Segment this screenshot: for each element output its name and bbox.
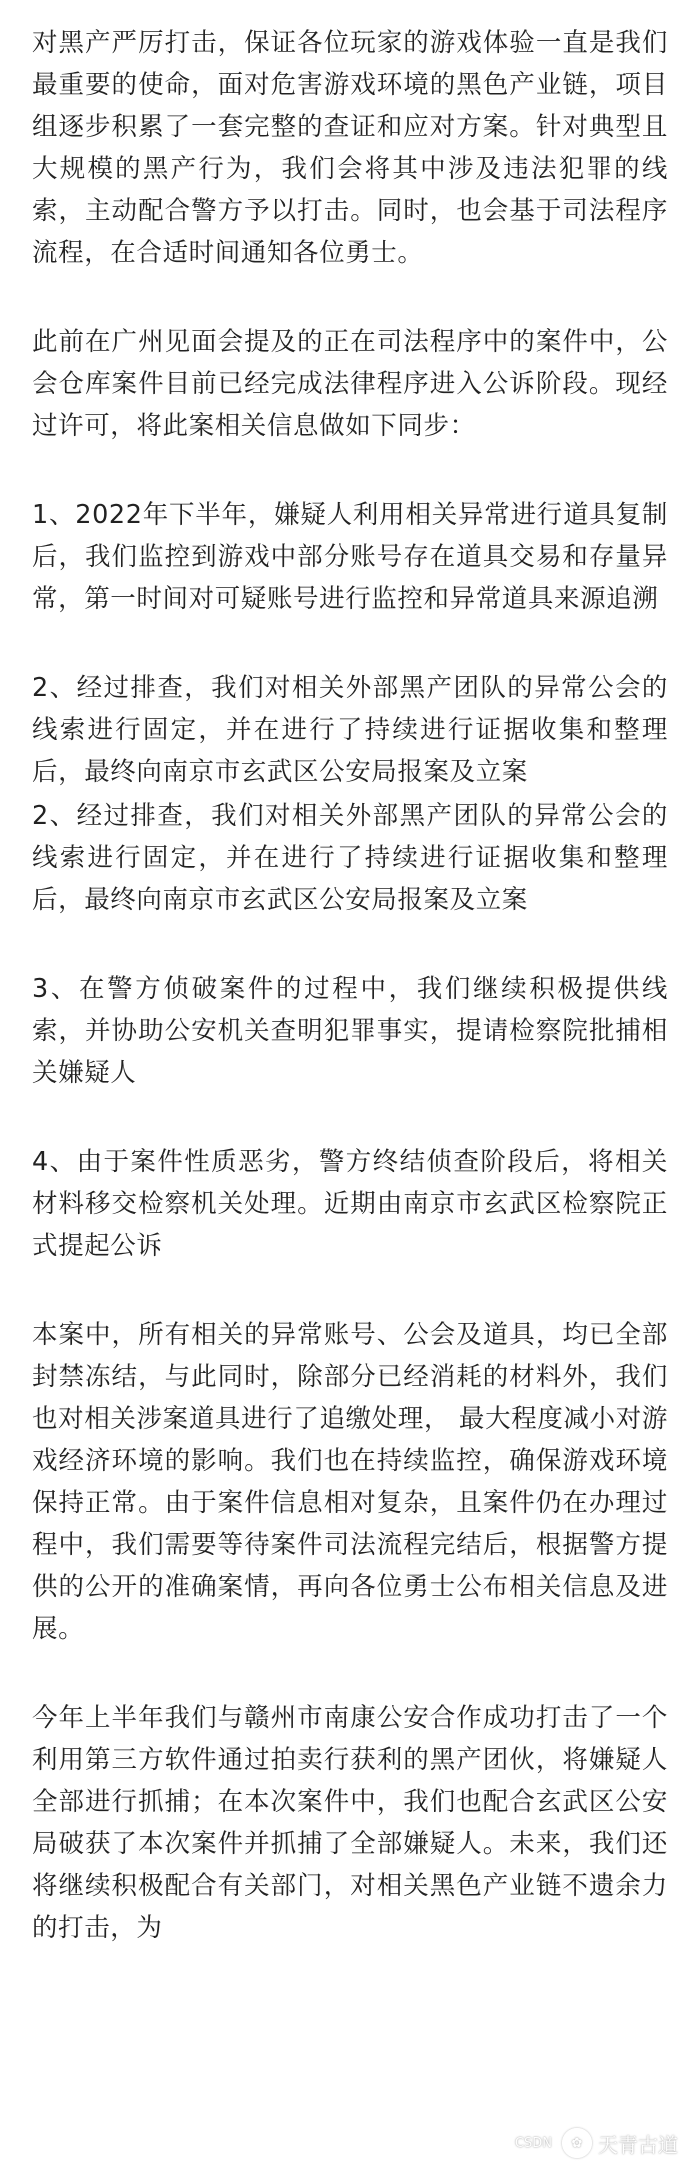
- paragraph-step-1: 1、2022年下半年，嫌疑人利用相关异常进行道具复制后，我们监控到游戏中部分账号存在道具交易和存量异常，第一时间对可疑账号进行监控和异常道具来源追溯: [32, 500, 668, 614]
- watermark-logo-icon: ✿: [562, 2128, 592, 2158]
- watermark: [515, 2128, 678, 2158]
- paragraph-intro: 对黑产严厉打击，保证各位玩家的游戏体验一直是我们最重要的使命，面对危害游戏环境的黑色产业链，项目组逐步积累了一套完整的查证和应对方案。针对典型且大规模的黑产行为，我们会将其中涉及违法犯罪的线索，主动配合警方予以打击。同时，也会基于司法程序流程，在合适时间通知各位勇士。: [32, 28, 668, 268]
- paragraph-step-2-truncated: 2、经过排查，我们对相关外部黑产团队的异常公会的线索进行固定，并在进行了持续进行证据收集和整理后，最终向南京市玄武区公安局报案及立案: [32, 673, 668, 787]
- watermark-source: CSDN: [514, 2135, 552, 2151]
- paragraph-step-2: 2、经过排查，我们对相关外部黑产团队的异常公会的线索进行固定，并在进行了持续进行证据收集和整理后，最终向南京市玄武区公安局报案及立案: [32, 801, 668, 915]
- paragraph-step-3: 3、在警方侦破案件的过程中，我们继续积极提供线索，并协助公安机关查明犯罪事实，提请检察院批捕相关嫌疑人: [32, 974, 668, 1088]
- paragraph-case-sync: 此前在广州见面会提及的正在司法程序中的案件中，公会仓库案件目前已经完成法律程序进入公诉阶段。现经过许可，将此案相关信息做如下同步：: [32, 327, 668, 441]
- article-body: [32, 22, 668, 1996]
- paragraph-case-summary: 本案中，所有相关的异常账号、公会及道具，均已全部封禁冻结，与此同时，除部分已经消耗的材料外，我们也对相关涉案道具进行了追缴处理， 最大程度减小对游戏经济环境的影响。我们也在持续监控，确保游戏环境保持正常。由于案件信息相对复杂，且案件仍在办理过程中，我们需要等待案件司法流程完结后，根据警方提供的公开的准确案情，再向各位勇士公布相关信息及进展。: [32, 1320, 668, 1644]
- paragraph-step-4: 4、由于案件性质恶劣，警方终结侦查阶段后，将相关材料移交检察机关处理。近期由南京市玄武区检察院正式提起公诉: [32, 1147, 668, 1261]
- watermark-name: 天青古道: [598, 2132, 678, 2157]
- paragraph-future-action: 今年上半年我们与赣州市南康公安合作成功打击了一个利用第三方软件通过拍卖行获利的黑产团伙，将嫌疑人全部进行抓捕；在本次案件中，我们也配合玄武区公安局破获了本次案件并抓捕了全部嫌疑人。未来，我们还将继续积极配合有关部门，对相关黑色产业链不遗余力的打击，为: [32, 1703, 668, 1943]
